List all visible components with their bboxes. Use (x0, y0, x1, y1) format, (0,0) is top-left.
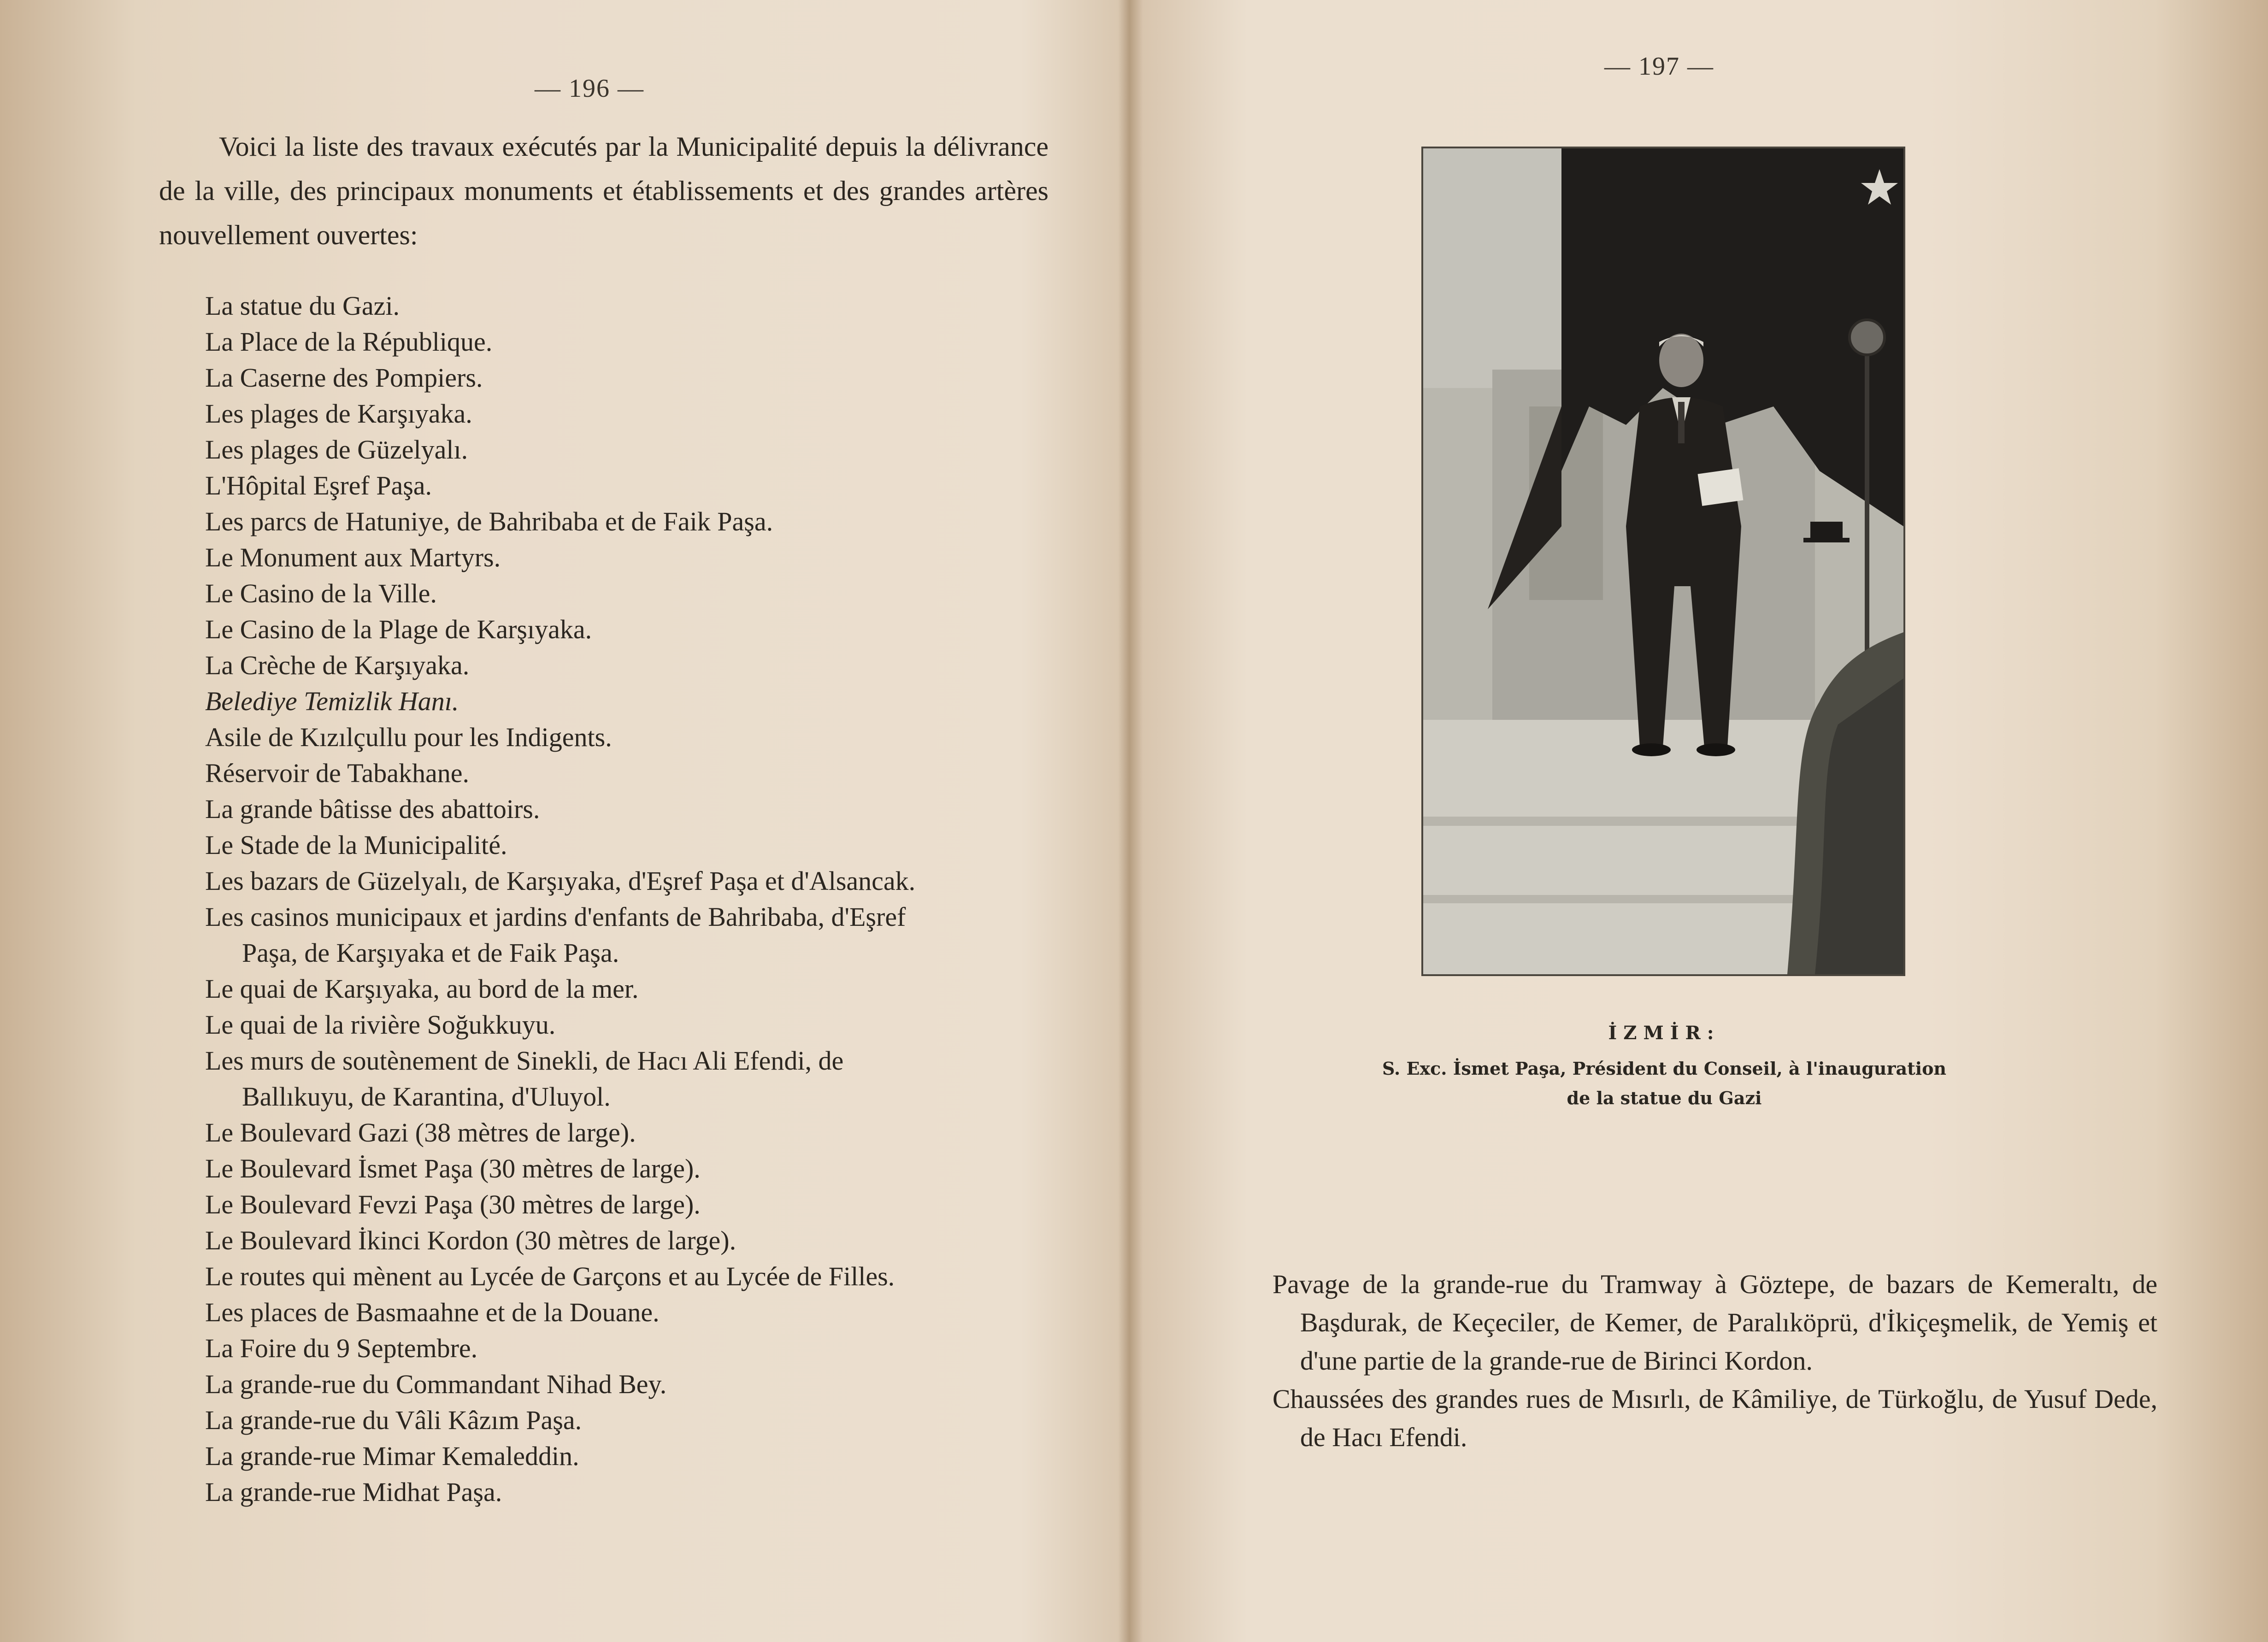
list-item: La Place de la République. (205, 327, 493, 357)
list-item: Les plages de Karşıyaka. (205, 399, 472, 429)
list-item: Les bazars de Güzelyalı, de Karşıyaka, d'Eşref Paşa et d'Alsancak. (205, 866, 916, 896)
works-list (205, 288, 1062, 1510)
list-item: Le quai de Karşıyaka, au bord de la mer. (205, 974, 639, 1004)
list-item: La grande bâtisse des abattoirs. (205, 794, 540, 824)
list-item: La Foire du 9 Septembre. (205, 1333, 478, 1363)
list-item: La statue du Gazi. (205, 291, 400, 321)
list-item: La grande-rue du Vâli Kâzım Paşa. (205, 1405, 582, 1435)
list-item: Le Boulevard İkinci Kordon (30 mètres de large). (205, 1225, 736, 1255)
list-item: Les plages de Güzelyalı. (205, 435, 468, 465)
right-page (1139, 0, 2268, 1642)
list-item: Les places de Basmaahne et de la Douane. (205, 1297, 660, 1327)
intro-paragraph: Voici la liste des travaux exécutés par la Municipalité depuis la délivrance de la ville, des principaux monuments et établissements et des grandes artères nouvellement ouvertes: (159, 131, 1049, 250)
list-item: Belediye Temizlik Hanı. (205, 686, 459, 716)
list-item: La grande-rue Mimar Kemaleddin. (205, 1441, 579, 1471)
list-item: Le Casino de la Ville. (205, 578, 437, 608)
list-item: Les parcs de Hatuniye, de Bahribaba et de Faik Paşa. (205, 506, 773, 536)
list-item: Le Boulevard İsmet Paşa (30 mètres de large). (205, 1154, 701, 1183)
paragraph-pavage: Pavage de la grande-rue du Tramway à Göztepe, de bazars de Kemeraltı, de Başdurak, de Keçeciler, de Kemer, de Paralıköprü, d'İkiçeşmelik, de Yemiş et d'une partie de la grande-rue de Birinci Kordon. (1272, 1269, 2157, 1376)
page-number-right: — 197 — (1604, 52, 1714, 81)
list-item: Les casinos municipaux et jardins d'enfants de Bahribaba, d'Eşref (205, 902, 906, 932)
paragraph-chaussees: Chaussées des grandes rues de Mısırlı, de Kâmiliye, de Türkoğlu, de Yusuf Dede, de Hacı Efendi. (1272, 1384, 2157, 1452)
right-page-text (1272, 1265, 2157, 1456)
left-page (0, 0, 1129, 1642)
list-item: Le Stade de la Municipalité. (205, 830, 507, 860)
list-item-continuation: Ballıkuyu, de Karantina, d'Uluyol. (242, 1082, 611, 1112)
caption-heading: İZMİR: (1608, 1022, 1720, 1044)
list-item: Le Monument aux Martyrs. (205, 542, 501, 572)
list-item: Le routes qui mènent au Lycée de Garçons et au Lycée de Filles. (205, 1261, 895, 1291)
list-item: La Caserne des Pompiers. (205, 363, 483, 393)
photo-illustration (1423, 148, 1903, 974)
page-number-left: — 196 — (535, 74, 644, 103)
list-item: La Crèche de Karşıyaka. (205, 650, 470, 680)
list-item: Asile de Kızılçullu pour les Indigents. (205, 722, 612, 752)
list-item: Le Boulevard Gazi (38 mètres de large). (205, 1118, 636, 1148)
list-item: Le quai de la rivière Soğukkuyu. (205, 1010, 556, 1040)
list-item: La grande-rue Midhat Paşa. (205, 1477, 502, 1507)
photo-caption (1342, 1022, 1987, 1113)
inauguration-photo (1421, 147, 1905, 976)
list-item: Le Casino de la Plage de Karşıyaka. (205, 614, 592, 644)
caption-line-1: S. Exc. İsmet Paşa, Président du Conseil, à l'inauguration (1382, 1058, 1947, 1079)
list-item: Les murs de soutènement de Sinekli, de Hacı Ali Efendi, de (205, 1046, 844, 1076)
list-item: Le Boulevard Fevzi Paşa (30 mètres de large). (205, 1189, 701, 1219)
list-item: Réservoir de Tabakhane. (205, 758, 470, 788)
caption-line-2: de la statue du Gazi (1567, 1088, 1762, 1108)
list-item-continuation: Paşa, de Karşıyaka et de Faik Paşa. (242, 938, 619, 968)
list-item: L'Hôpital Eşref Paşa. (205, 471, 432, 500)
list-item: La grande-rue du Commandant Nihad Bey. (205, 1369, 667, 1399)
